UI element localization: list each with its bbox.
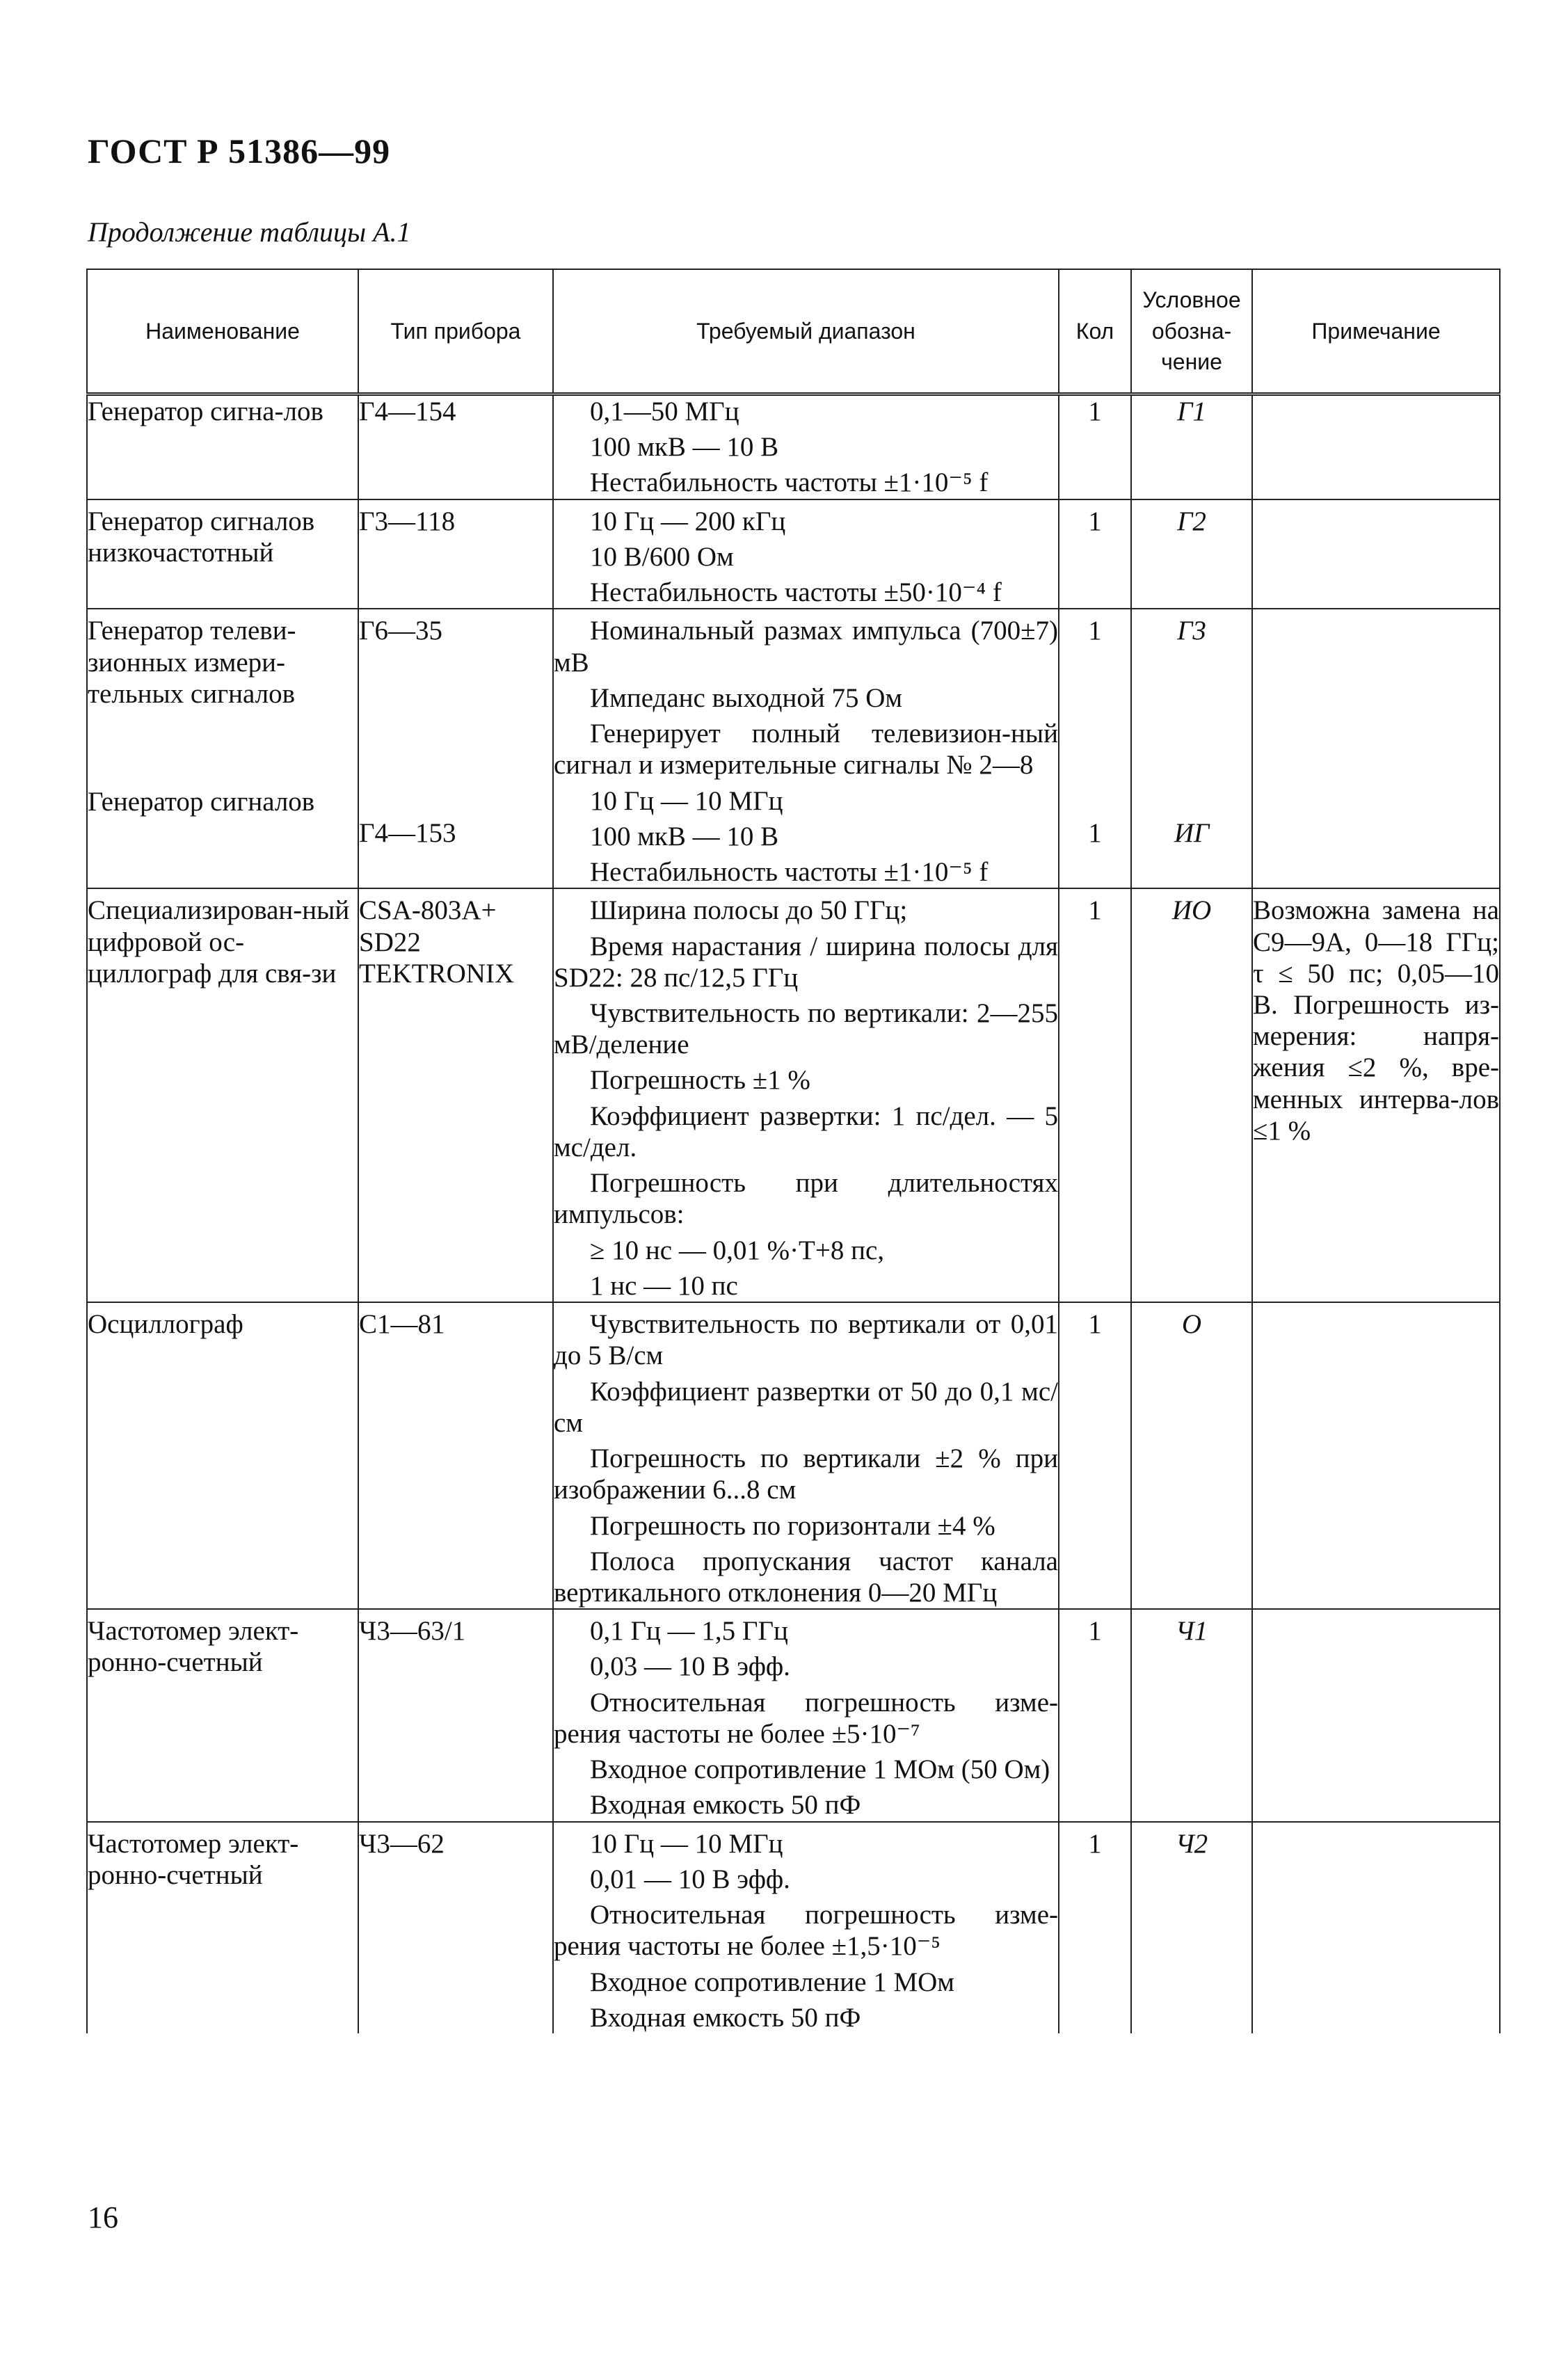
- header-name: Наименование: [87, 269, 358, 394]
- entry-type: Г6—35: [359, 616, 443, 646]
- range-line: ≥ 10 нс — 0,01 %·T+8 пс,: [590, 1235, 885, 1265]
- range-line: 10 Гц — 200 кГц: [590, 506, 786, 536]
- entry-name: Генератор телеви-зионных измери-тельных сигналов: [88, 616, 296, 709]
- cell-note: [1252, 1609, 1500, 1821]
- cell-name: Частотомер элект-ронно-счетный: [87, 1609, 358, 1821]
- table-row: [87, 888, 1500, 1302]
- cell-note: [1252, 394, 1500, 499]
- cell-range: [553, 1822, 1059, 2033]
- range-line: 10 Гц — 10 МГц: [590, 1828, 783, 1859]
- table-row: [87, 499, 1500, 609]
- entry-code: Г3: [1177, 616, 1206, 646]
- range-line: 100 мкВ — 10 В: [590, 432, 779, 463]
- cell-name: Осциллограф: [87, 1302, 358, 1609]
- range-line: Входная емкость 50 пФ: [590, 2002, 861, 2033]
- range-line: Погрешность по горизонтали ±4 %: [590, 1510, 995, 1541]
- range-line: Полоса пропускания частот канала вертикального отклонения 0—20 МГц: [554, 1546, 1058, 1608]
- table-row: [87, 1609, 1500, 1821]
- cell-type: CSA-803A+ SD22 TEKTRONIX: [358, 888, 553, 1302]
- cell-qty: 1: [1059, 394, 1131, 499]
- range-line: Входная емкость 50 пФ: [590, 1790, 861, 1820]
- range-line: Относительная погрешность изме-рения частоты не более ±1,5·10⁻⁵: [554, 1900, 1058, 1962]
- range-line: Погрешность при длительностях импульсов:: [554, 1168, 1058, 1230]
- cell-code: Ч2: [1131, 1822, 1252, 2033]
- range-line: Время нарастания / ширина полосы для SD22: 28 пс/12,5 ГГц: [554, 931, 1058, 993]
- cell-qty: 1: [1059, 1822, 1131, 2033]
- table-row: [87, 1822, 1500, 2033]
- range-line: 10 В/600 Ом: [590, 541, 734, 572]
- cell-note: [1252, 609, 1500, 888]
- cell-code: Г2: [1131, 499, 1252, 609]
- entry-name: Генератор сигналов: [88, 787, 315, 817]
- cell-type: Ч3—63/1: [358, 1609, 553, 1821]
- cell-note: [1252, 1822, 1500, 2033]
- cell-code: Ч1: [1131, 1609, 1252, 1821]
- cell-code: О: [1131, 1302, 1252, 1609]
- cell-code: ИО: [1131, 888, 1252, 1302]
- cell-code: Г1: [1131, 394, 1252, 499]
- cell-note: [1252, 1302, 1500, 1609]
- range-line: Погрешность ±1 %: [590, 1065, 810, 1096]
- cell-type: Ч3—62: [358, 1822, 553, 2033]
- range-line: 0,03 — 10 В эфф.: [590, 1651, 790, 1682]
- range-line: Номинальный размах импульса (700±7) мВ: [554, 616, 1058, 678]
- cell-name: Генератор сигна-лов: [87, 394, 358, 499]
- entry-code: ИГ: [1174, 817, 1210, 848]
- table-continuation-caption: Продолжение таблицы А.1: [88, 216, 411, 248]
- range-line: Генерирует полный телевизион-ный сигнал и измерительные сигналы № 2—8: [554, 719, 1058, 781]
- range-line: Коэффициент развертки от 50 до 0,1 мс/см: [554, 1376, 1058, 1438]
- table-row: [87, 394, 1500, 499]
- entry-qty: 1: [1088, 817, 1102, 848]
- cell-range: [553, 609, 1059, 888]
- range-line: Входное сопротивление 1 МОм (50 Ом): [590, 1754, 1050, 1785]
- cell-name: Специализирован-ный цифровой ос-циллограф для свя-зи: [87, 888, 358, 1302]
- cell-name: Частотомер элект-ронно-счетный: [87, 1822, 358, 2033]
- entry-type: Г4—153: [359, 817, 456, 848]
- cell-qty: 1: [1059, 1302, 1131, 1609]
- range-line: Нестабильность частоты ±50·10⁻⁴ f: [590, 577, 1002, 608]
- range-line: Ширина полосы до 50 ГГц;: [590, 895, 908, 926]
- range-line: Погрешность по вертикали ±2 % при изображении 6...8 см: [554, 1443, 1058, 1505]
- cell-type: Г3—118: [358, 499, 553, 609]
- header-type: Тип прибора: [358, 269, 553, 394]
- cell-note: [1252, 499, 1500, 609]
- cell-range: [553, 1609, 1059, 1821]
- cell-range: [553, 499, 1059, 609]
- header-code: Условное обозна-чение: [1131, 269, 1252, 394]
- range-line: 100 мкВ — 10 В: [590, 821, 779, 851]
- range-line: Коэффициент развертки: 1 пс/дел. — 5 мс/дел.: [554, 1101, 1058, 1162]
- range-line: 10 Гц — 10 МГц: [590, 785, 783, 816]
- header-range: Требуемый диапазон: [553, 269, 1059, 394]
- cell-qty: 1: [1059, 888, 1131, 1302]
- cell-note: Возможна замена на С9—9А, 0—18 ГГц; τ ≤ 50 пс; 0,05—10 В. Погрешность из-мерения: напря-жения ≤2 %, вре-менных интерва-лов ≤1 %: [1252, 888, 1500, 1302]
- range-line: Чувствительность по вертикали от 0,01 до 5 В/см: [554, 1309, 1058, 1371]
- range-line: Относительная погрешность изме-рения частоты не более ±5·10⁻⁷: [554, 1687, 1058, 1749]
- range-line: 0,1—50 МГц: [590, 397, 739, 426]
- range-line: 0,1 Гц — 1,5 ГГц: [590, 1616, 788, 1647]
- cell-qty: 1: [1059, 1609, 1131, 1821]
- header-note: Примечание: [1252, 269, 1500, 394]
- range-line: Чувствительность по вертикали: 2—255 мВ/деление: [554, 998, 1058, 1060]
- cell-qty: 1: [1059, 499, 1131, 609]
- table-row: [87, 609, 1500, 888]
- cell-range: [553, 1302, 1059, 1609]
- document-title: ГОСТ Р 51386—99: [88, 131, 391, 170]
- entry-qty: 1: [1088, 616, 1102, 646]
- cell-type: Г4—154: [358, 394, 553, 499]
- header-qty: Кол: [1059, 269, 1131, 394]
- cell-range: [553, 888, 1059, 1302]
- cell-type: [358, 609, 553, 888]
- range-line: Нестабильность частоты ±1·10⁻⁵ f: [590, 467, 989, 498]
- cell-range: [553, 394, 1059, 499]
- cell-qty: [1059, 609, 1131, 888]
- page-number: 16: [88, 2200, 118, 2234]
- range-line: 0,01 — 10 В эфф.: [590, 1864, 790, 1894]
- equipment-table: [86, 269, 1501, 2033]
- range-line: Входное сопротивление 1 МОм: [590, 1967, 954, 1997]
- range-line: Импеданс выходной 75 Ом: [590, 682, 903, 713]
- range-line: Нестабильность частоты ±1·10⁻⁵ f: [590, 857, 989, 888]
- range-line: 1 нс — 10 пс: [590, 1270, 738, 1301]
- cell-code: [1131, 609, 1252, 888]
- table-header-row: [87, 269, 1500, 394]
- table-row: [87, 1302, 1500, 1609]
- cell-name: [87, 609, 358, 888]
- cell-name: Генератор сигналов низкочастотный: [87, 499, 358, 609]
- cell-type: С1—81: [358, 1302, 553, 1609]
